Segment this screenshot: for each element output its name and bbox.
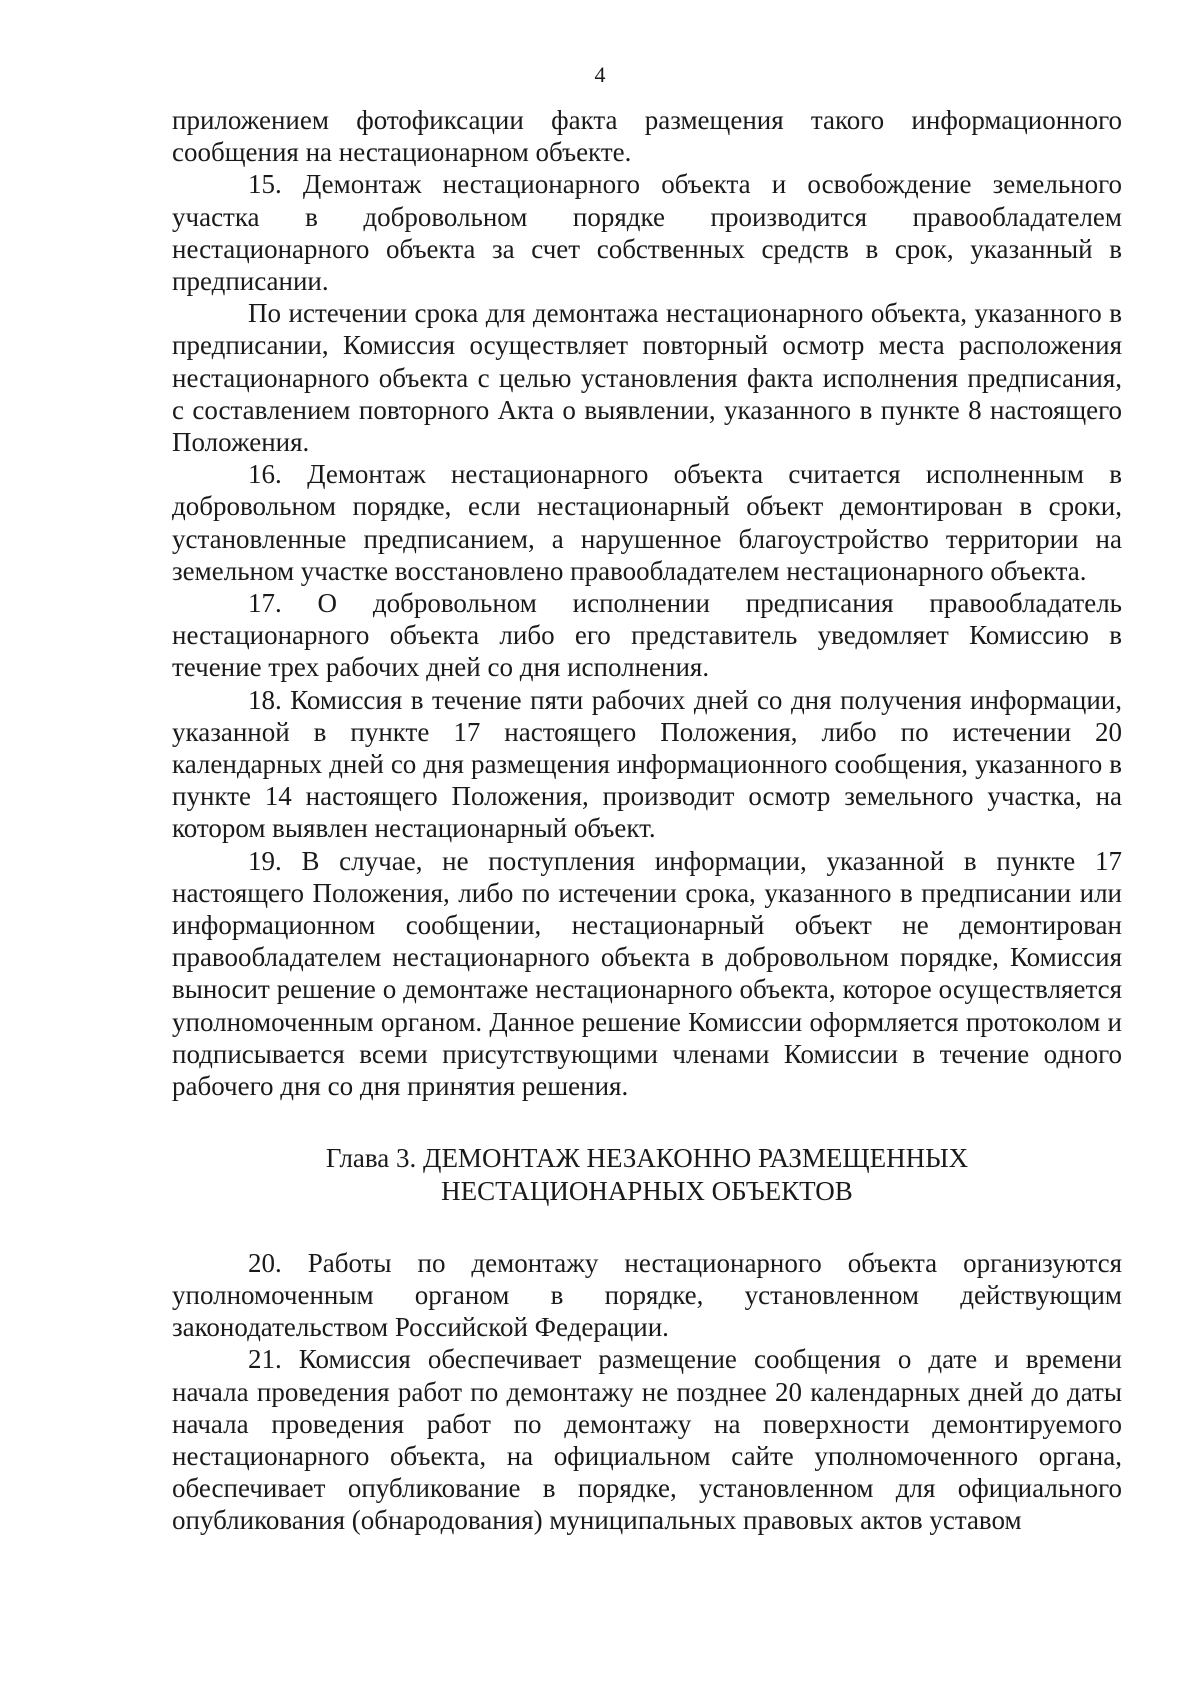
chapter-heading <box>172 1142 1122 1206</box>
paragraph-20: 20. Работы по демонтажу нестационарного объекта организуются уполномоченным органом в порядке, установленном действующим законодательством Российской Федерации. <box>172 1247 1122 1343</box>
chapter-heading-line-1: Глава 3. ДЕМОНТАЖ НЕЗАКОННО РАЗМЕЩЕННЫХ <box>325 1143 969 1174</box>
paragraph-17: 17. О добровольном исполнении предписания правообладатель нестационарного объекта либо его представитель уведомляет Комиссию в течение трех рабочих дней со дня исполнения. <box>172 588 1122 683</box>
paragraph-15: 15. Демонтаж нестационарного объекта и освобождение земельного участка в добровольном порядке производится правообладателем нестационарного объекта за счет собственных средств в срок, указанный в предписании. <box>172 169 1122 297</box>
chapter-heading-line-2: НЕСТАЦИОНАРНЫХ ОБЪЕКТОВ <box>441 1175 853 1206</box>
paragraph-19: 19. В случае, не поступления информации, указанной в пункте 17 настоящего Положения, либо по истечении срока, указанного в предписании или информационном сообщении, нестационарный объект не демонтирован правообладателем нестационарного объекта в добровольном порядке, Комиссия выносит решение о демонтаже нестационарного объекта, которое осуществляется уполномоченным органом. Данное решение Комиссии оформляется протоколом и подписывается всеми присутствующими членами Комиссии в течение одного рабочего дня со дня принятия решения. <box>172 845 1122 1102</box>
paragraph-continuation: приложением фотофиксации факта размещения такого информационного сообщения на нестационарном объекте. <box>172 105 1122 168</box>
paragraph-21: 21. Комиссия обеспечивает размещение сообщения о дате и времени начала проведения работ по демонтажу не позднее 20 календарных дней до даты начала проведения работ по демонтажу на поверхности демонтируемого нестационарного объекта, на официальном сайте уполномоченного органа, обеспечивает опубликование в порядке, установленном для официального опубликования (обнародования) муниципальных правовых актов уставом <box>172 1344 1122 1536</box>
paragraph-18: 18. Комиссия в течение пяти рабочих дней со дня получения информации, указанной в пункте 17 настоящего Положения, либо по истечении 20 календарных дней со дня размещения информационного сообщения, указанного в пункте 14 настоящего Положения, производит осмотр земельного участка, на котором выявлен нестационарный объект. <box>172 684 1122 844</box>
paragraph-15-continued: По истечении срока для демонтажа нестационарного объекта, указанного в предписании, Комиссия осуществляет повторный осмотр места расположения нестационарного объекта с целью установления факта исполнения предписания, с составлением повторного Акта о выявлении, указанного в пункте 8 настоящего Положения. <box>172 298 1122 458</box>
document-body <box>172 104 1122 1537</box>
paragraph-16: 16. Демонтаж нестационарного объекта считается исполненным в добровольном порядке, если нестационарный объект демонтирован в сроки, установленные предписанием, а нарушенное благоустройство территории на земельном участке восстановлено правообладателем нестационарного объекта. <box>172 459 1122 586</box>
page-number: 4 <box>594 62 606 87</box>
